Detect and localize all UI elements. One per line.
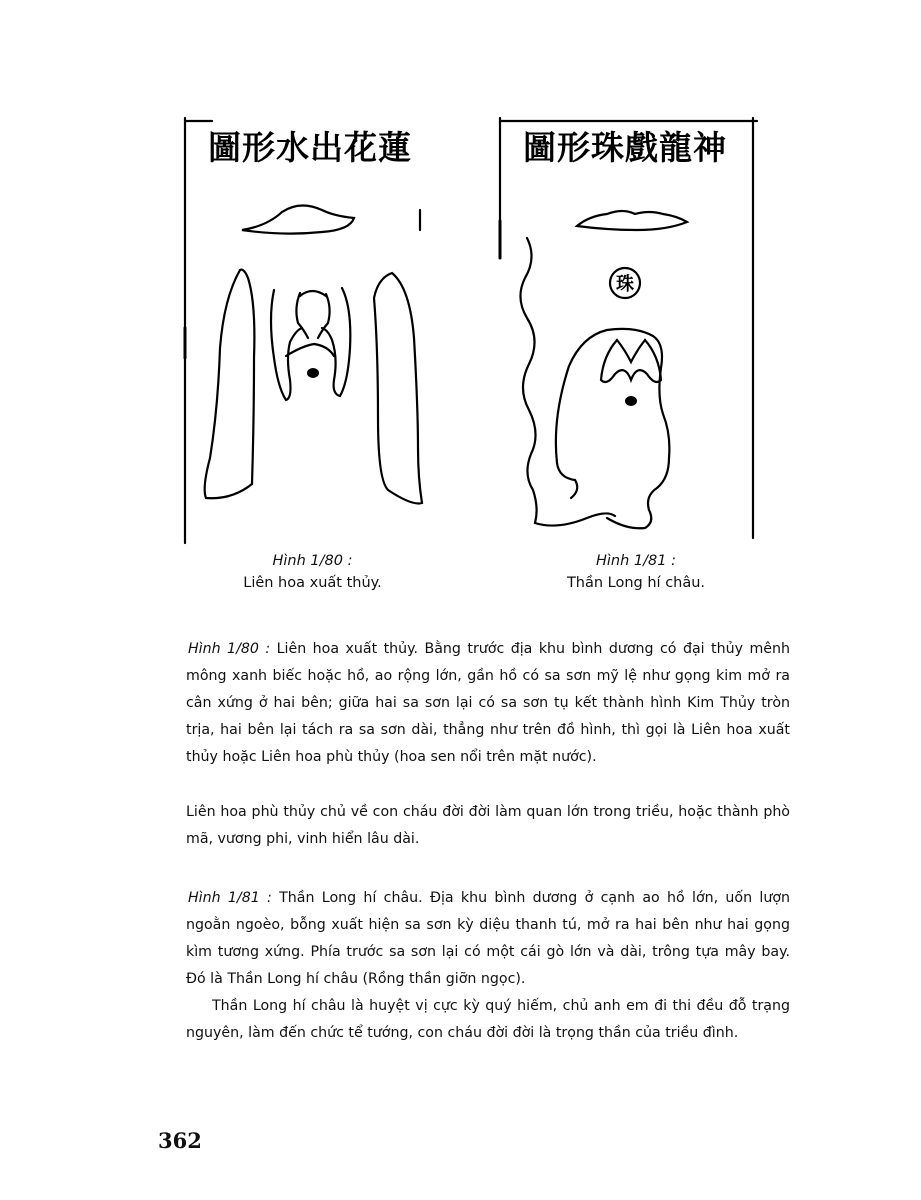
figure-title-dragon: 圖形珠戲龍神: [523, 128, 727, 167]
inner-arms: [601, 340, 661, 382]
inner-right-arm: [322, 288, 350, 396]
lotus-diagram: [182, 118, 438, 543]
page-number: 362: [158, 1128, 202, 1153]
paragraph-lead: Hình 1/81 :: [188, 890, 272, 906]
figure-lotus: [182, 118, 438, 543]
caption-number: Hình 1/80 :: [272, 553, 353, 569]
paragraph-dragon-description: [186, 885, 790, 993]
caption-lotus: [200, 550, 425, 594]
caption-text: Thần Long hí châu.: [566, 575, 706, 591]
pearl-glyph: 珠: [616, 274, 634, 295]
paragraph-lotus-meaning: [186, 799, 790, 853]
paragraph-text: Liên hoa phù thủy chủ về con cháu đời đời làm quan lớn trong triều, hoặc thành phò mã, vương phi, vinh hiển lâu dài.: [186, 804, 790, 847]
dragon-body-right: [556, 329, 670, 528]
paragraph-dragon-meaning: [186, 993, 790, 1047]
caption-text: Liên hoa xuất thủy.: [243, 575, 382, 591]
paragraph-text: Thần Long hí châu. Địa khu bình dương ở cạnh ao hồ lớn, uốn lượn ngoằn ngoèo, bỗng xuất hiện sa sơn kỳ diệu thanh tú, mở ra hai bên như hai gọng kìm tương xứng. Phía trước sa sơn lại có một cái gò lớn và dài, trông tựa mây bay. Đó là Thần Long hí châu (Rồng thần giỡn ngọc).: [186, 890, 790, 987]
caption-number: Hình 1/81 :: [596, 553, 676, 569]
paragraph-text: Liên hoa xuất thủy. Bằng trước địa khu bình dương có đại thủy mênh mông xanh biếc hoặc hồ, ao rộng lớn, gần hồ có sa sơn mỹ lệ như gọng kim mở ra cân xứng ở hai bên; giữa hai sa sơn lại có sa sơn tụ kết thành hình Kim Thủy tròn trịa, hai bên lại tách ra sa sơn dài, thẳng như trên đồ hình, thì gọi là Liên hoa xuất thủy hoặc Liên hoa phù thủy (hoa sen nổi trên mặt nước).: [186, 641, 790, 765]
cloud-mound: [242, 205, 354, 233]
right-sand-mountain: [374, 273, 422, 503]
cloud-mound: [577, 211, 687, 230]
paragraph-text: Thần Long hí châu là huyệt vị cực kỳ quý hiếm, chủ anh em đi thi đều đỗ trạng nguyên, làm đến chức tể tướng, con cháu đời đời là trọng thần của triều đình.: [186, 998, 790, 1041]
figure-dragon: [497, 118, 753, 543]
paragraph-lotus-description: [186, 636, 790, 771]
left-sand-mountain: [205, 270, 255, 499]
dragon-diagram: [497, 118, 753, 543]
caption-dragon: [520, 550, 752, 594]
lotus-point: [307, 368, 319, 378]
paragraph-lead: Hình 1/80 :: [188, 641, 271, 657]
dragon-body-left: [520, 238, 615, 526]
dragon-point: [625, 396, 637, 406]
figure-title-lotus: 圖形水出花蓮: [208, 128, 412, 167]
